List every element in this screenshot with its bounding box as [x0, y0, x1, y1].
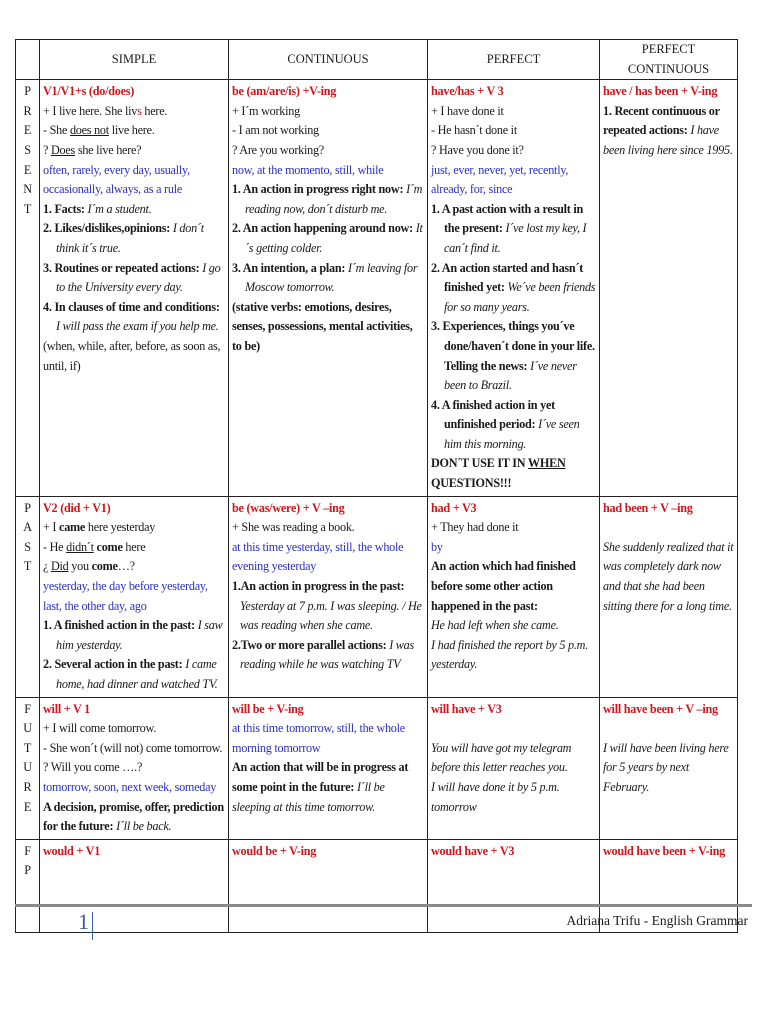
use-1: 1. An action in progress right now: I´m reading now, don´t disturb me.: [232, 182, 423, 216]
footer-author: Adriana Trifu - English Grammar: [566, 913, 748, 928]
present-continuous-cell: [229, 80, 428, 496]
use-1: 1. A past action with a result in the present: I´ve lost my key, I can´t find it.: [431, 201, 587, 255]
future-continuous-cell: [229, 697, 428, 839]
footer-divider: [15, 904, 752, 907]
question-example: ? Have you done it?: [431, 142, 524, 157]
negative-example: - He didn´t come here: [43, 539, 146, 554]
question-example: ? Are you working?: [232, 142, 324, 157]
use-1: An action which had finished before some other action happened in the past:: [431, 559, 576, 613]
use-1: 1. Recent continuous or repeated actions: I have been living here since 1995.: [603, 103, 733, 157]
present-perfect-continuous-cell: [600, 80, 738, 496]
use-1: An action that will be in progress at some point in the future: I´ll be sleeping at this time tomorrow.: [232, 760, 409, 814]
affirmative-example: + I´m working: [232, 103, 300, 118]
use-1: 1. Facts: I´m a student.: [43, 201, 152, 216]
affirmative-example: + She was reading a book.: [232, 520, 355, 535]
corner-cell: [16, 40, 40, 80]
use-4: 4. In clauses of time and conditions: I will pass the exam if you help me.: [43, 299, 220, 334]
affirmative-example: + They had done it: [431, 520, 519, 535]
formula: V2 (did + V1): [43, 500, 111, 515]
use-2: 2.Two or more parallel actions: I was reading while he was watching TV: [232, 637, 415, 672]
row-present: [16, 80, 738, 496]
formula: will have + V3: [431, 701, 502, 716]
header-simple: SIMPLE: [40, 40, 229, 80]
formula: had been + V –ing: [603, 500, 693, 515]
page-number-bar: [92, 912, 93, 940]
use-1: A decision, promise, offer, prediction for the future: I´ll be back.: [43, 799, 224, 834]
use-2: 2. Several action in the past: I came home, had dinner and watched TV.: [43, 657, 218, 691]
past-perfect-continuous-cell: [600, 496, 738, 697]
formula: would have been + V-ing: [603, 843, 725, 858]
use-1: 1. A finished action in the past: I saw him yesterday.: [43, 618, 223, 652]
example-1: You will have got my telegram before this letter reaches you.: [431, 740, 572, 775]
formula: V1/V1+s (do/does): [43, 84, 135, 99]
example-1: He had left when she came.: [431, 618, 559, 633]
formula: be (was/were) + V –ing: [232, 500, 345, 515]
use-2: 2. Likes/dislikes,opinions: I don´t think it´s true.: [43, 221, 204, 255]
conjunction-note: (when, while, after, before, as soon as, until, if): [43, 338, 221, 373]
use-3: 3. An intention, a plan: I´m leaving for Moscow tomorrow.: [232, 260, 418, 295]
formula: would + V1: [43, 843, 101, 858]
negative-example: - She won´t (will not) come tomorrow.: [43, 740, 223, 755]
past-continuous-cell: [229, 496, 428, 697]
time-markers: yesterday, the day before yesterday, last, the other day, ago: [43, 579, 208, 613]
formula: would have + V3: [431, 843, 515, 858]
tenses-table: [15, 39, 738, 933]
example: She suddenly realized that it was completely dark now and that she had been sitting there for a long time.: [603, 539, 734, 613]
formula: would be + V-ing: [232, 843, 317, 858]
negative-example: - She does not live here.: [43, 123, 155, 138]
past-simple-cell: [40, 496, 229, 697]
affirmative-example: + I have done it: [431, 103, 504, 118]
side-label-future-past: F P: [16, 839, 40, 932]
stative-verbs-note: (stative verbs: emotions, desires, senses, possessions, mental activities, to be): [232, 299, 413, 353]
example-2: I had finished the report by 5 p.m. yesterday.: [431, 637, 589, 672]
present-simple-cell: [40, 80, 229, 496]
formula: had + V3: [431, 500, 477, 515]
use-1: 1.An action in progress in the past: Yesterday at 7 p.m. I was sleeping. / He was reading when she came.: [232, 579, 422, 633]
use-4: 4. A finished action in yet unfinished period: I´ve seen him this morning.: [431, 397, 580, 451]
formula: be (am/are/is) +V-ing: [232, 84, 337, 99]
time-markers: at this time yesterday, still, the whole evening yesterday: [232, 539, 404, 574]
affirmative-example: + I live here. She livs here.: [43, 103, 168, 118]
example-2: I will have done it by 5 p.m. tomorrow: [431, 779, 560, 814]
time-marker: by: [431, 539, 443, 554]
example: I will have been living here for 5 years by next February.: [603, 740, 729, 794]
future-simple-cell: [40, 697, 229, 839]
use-3: 3. Experiences, things you´ve done/haven´t done in your life. Telling the news: I´ve never been to Brazil.: [431, 319, 595, 393]
header-row: [16, 40, 738, 80]
present-perfect-cell: [428, 80, 600, 496]
time-markers: often, rarely, every day, usually, occasionally, always, as a rule: [43, 162, 190, 197]
side-label-present: P R E S E N T: [16, 80, 40, 496]
time-markers: at this time tomorrow, still, the whole morning tomorrow: [232, 721, 405, 755]
side-label-past: P A S T: [16, 496, 40, 697]
header-perfect-continuous: PERFECT CONTINUOUS: [600, 40, 738, 80]
formula: have/has + V 3: [431, 84, 504, 99]
formula: have / has been + V-ing: [603, 84, 718, 99]
negative-example: - I am not working: [232, 123, 319, 138]
future-perfect-cell: [428, 697, 600, 839]
time-markers: just, ever, never, yet, recently, already, for, since: [431, 162, 569, 197]
use-2: 2. An action started and hasn´t finished yet: We´ve been friends for so many years.: [431, 260, 596, 314]
side-label-future: F U T U R E: [16, 697, 40, 839]
future-past-simple-cell: [40, 839, 229, 932]
future-perfect-continuous-cell: [600, 697, 738, 839]
header-perfect: PERFECT: [428, 40, 600, 80]
formula: will + V 1: [43, 701, 90, 716]
future-past-continuous-cell: [229, 839, 428, 932]
affirmative-example: + I will come tomorrow.: [43, 721, 157, 736]
use-3: 3. Routines or repeated actions: I go to the University every day.: [43, 260, 221, 295]
row-past: [16, 496, 738, 697]
warning-note: DON´T USE IT IN WHEN QUESTIONS!!!: [431, 456, 566, 491]
page-number: 1: [78, 909, 89, 934]
header-continuous: CONTINUOUS: [229, 40, 428, 80]
use-2: 2. An action happening around now: It´s getting colder.: [232, 221, 423, 255]
past-perfect-cell: [428, 496, 600, 697]
formula: will be + V-ing: [232, 701, 304, 716]
question-example: ? Does she live here?: [43, 142, 142, 157]
row-future: [16, 697, 738, 839]
time-markers: now, at the momento, still, while: [232, 162, 384, 177]
negative-example: - He hasn´t done it: [431, 123, 517, 138]
affirmative-example: + I came here yesterday: [43, 520, 156, 535]
time-markers: tomorrow, soon, next week, someday: [43, 779, 217, 794]
question-example: ? Will you come ….?: [43, 760, 143, 775]
question-example: ¿ Did you come…?: [43, 559, 135, 574]
formula: will have been + V –ing: [603, 701, 718, 716]
